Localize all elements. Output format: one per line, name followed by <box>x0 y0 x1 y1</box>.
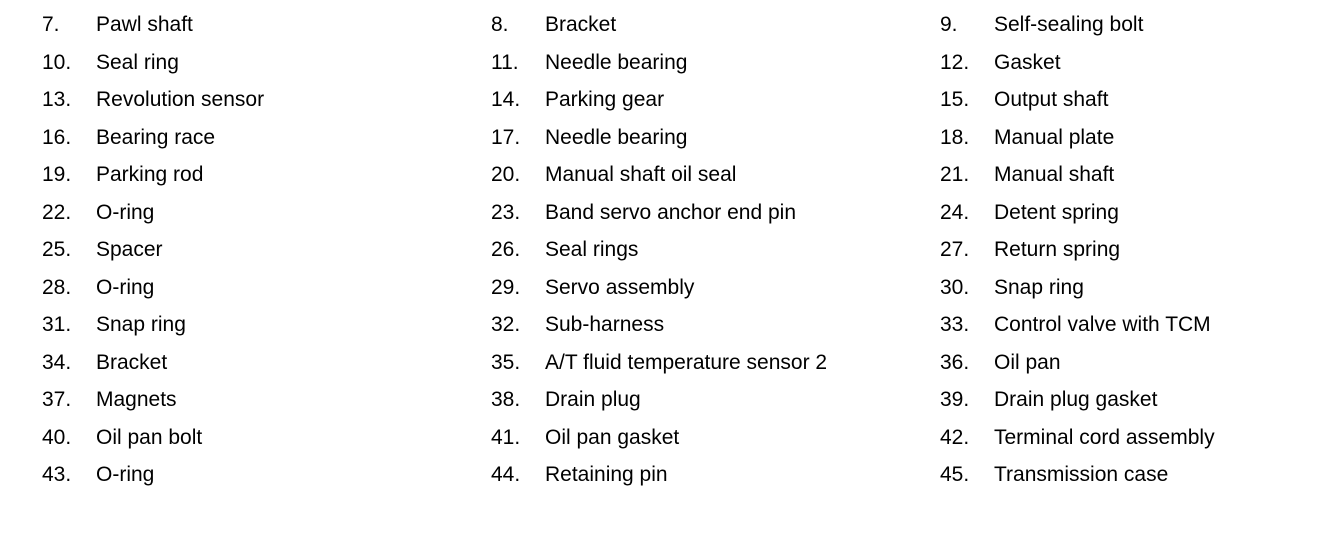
part-number: 32. <box>491 313 521 336</box>
part-number: 45. <box>940 463 970 486</box>
part-name: Servo assembly <box>545 275 695 299</box>
part-name: Snap ring <box>96 313 186 336</box>
part-number: 24. <box>940 200 970 224</box>
part-number: 23. <box>491 200 521 224</box>
parts-row <box>0 456 1328 494</box>
part-name: Self-sealing bolt <box>994 13 1144 36</box>
part-name: Detent spring <box>994 200 1119 224</box>
part-number: 41. <box>491 425 521 449</box>
part-number: 21. <box>940 163 970 186</box>
parts-row <box>0 81 1328 119</box>
part-name: Revolution sensor <box>96 88 265 111</box>
part-number: 14. <box>491 88 521 111</box>
part-number: 15. <box>940 88 970 111</box>
parts-row <box>0 269 1328 307</box>
parts-row <box>0 119 1328 157</box>
part-number: 20. <box>491 163 521 186</box>
part-number: 27. <box>940 238 970 261</box>
part-name: Oil pan bolt <box>96 425 203 449</box>
part-number: 22. <box>42 200 72 224</box>
parts-row <box>0 381 1328 419</box>
part-name: Oil pan gasket <box>545 425 680 449</box>
part-number: 44. <box>491 463 521 486</box>
part-name: Sub-harness <box>545 313 665 336</box>
part-number: 7. <box>42 13 60 36</box>
part-number: 17. <box>491 125 521 149</box>
parts-row <box>0 44 1328 82</box>
parts-row <box>0 419 1328 457</box>
part-name: O-ring <box>96 463 155 486</box>
part-number: 18. <box>940 125 970 149</box>
part-number: 42. <box>940 425 970 449</box>
part-number: 30. <box>940 275 970 299</box>
part-name: O-ring <box>96 200 155 224</box>
part-name: Bearing race <box>96 125 216 149</box>
part-number: 11. <box>491 50 519 74</box>
parts-row <box>0 156 1328 194</box>
parts-row <box>0 194 1328 232</box>
part-name: Control valve with TCM <box>994 313 1211 336</box>
part-number: 34. <box>42 350 72 374</box>
part-name: Drain plug <box>545 388 641 411</box>
part-number: 31. <box>42 313 72 336</box>
part-number: 16. <box>42 125 72 149</box>
part-name: Manual shaft oil seal <box>545 163 737 186</box>
part-name: Retaining pin <box>545 463 668 486</box>
part-number: 33. <box>940 313 970 336</box>
part-number: 39. <box>940 388 970 411</box>
parts-legend-list <box>0 6 1328 494</box>
part-name: Bracket <box>96 350 168 374</box>
part-name: Snap ring <box>994 275 1084 299</box>
part-number: 29. <box>491 275 521 299</box>
part-number: 28. <box>42 275 72 299</box>
part-name: Needle bearing <box>545 125 688 149</box>
part-name: Manual plate <box>994 125 1115 149</box>
part-name: Parking rod <box>96 163 204 186</box>
part-number: 40. <box>42 425 72 449</box>
part-number: 37. <box>42 388 72 411</box>
part-name: A/T fluid temperature sensor 2 <box>545 350 828 374</box>
part-number: 12. <box>940 50 970 74</box>
part-name: Return spring <box>994 238 1121 261</box>
part-name: Bracket <box>545 13 617 36</box>
part-name: Transmission case <box>994 463 1169 486</box>
part-number: 43. <box>42 463 72 486</box>
part-name: Terminal cord assembly <box>994 425 1215 449</box>
parts-row <box>0 306 1328 344</box>
part-name: Manual shaft <box>994 163 1115 186</box>
part-name: Pawl shaft <box>96 13 193 36</box>
part-number: 35. <box>491 350 521 374</box>
parts-row <box>0 231 1328 269</box>
part-name: Seal ring <box>96 50 179 74</box>
part-name: Needle bearing <box>545 50 688 74</box>
parts-row <box>0 344 1328 382</box>
part-number: 13. <box>42 88 72 111</box>
part-name: Band servo anchor end pin <box>545 200 797 224</box>
part-name: Oil pan <box>994 350 1061 374</box>
part-number: 8. <box>491 13 509 36</box>
part-name: Seal rings <box>545 238 639 261</box>
part-number: 25. <box>42 238 72 261</box>
part-number: 9. <box>940 13 958 36</box>
part-name: Drain plug gasket <box>994 388 1158 411</box>
part-name: Parking gear <box>545 88 665 111</box>
part-number: 38. <box>491 388 521 411</box>
part-name: O-ring <box>96 275 155 299</box>
part-name: Gasket <box>994 50 1061 74</box>
part-number: 26. <box>491 238 521 261</box>
part-name: Spacer <box>96 238 163 261</box>
part-name: Magnets <box>96 388 177 411</box>
part-name: Output shaft <box>994 88 1109 111</box>
parts-row <box>0 6 1328 44</box>
part-number: 36. <box>940 350 970 374</box>
part-number: 19. <box>42 163 72 186</box>
part-number: 10. <box>42 50 72 74</box>
